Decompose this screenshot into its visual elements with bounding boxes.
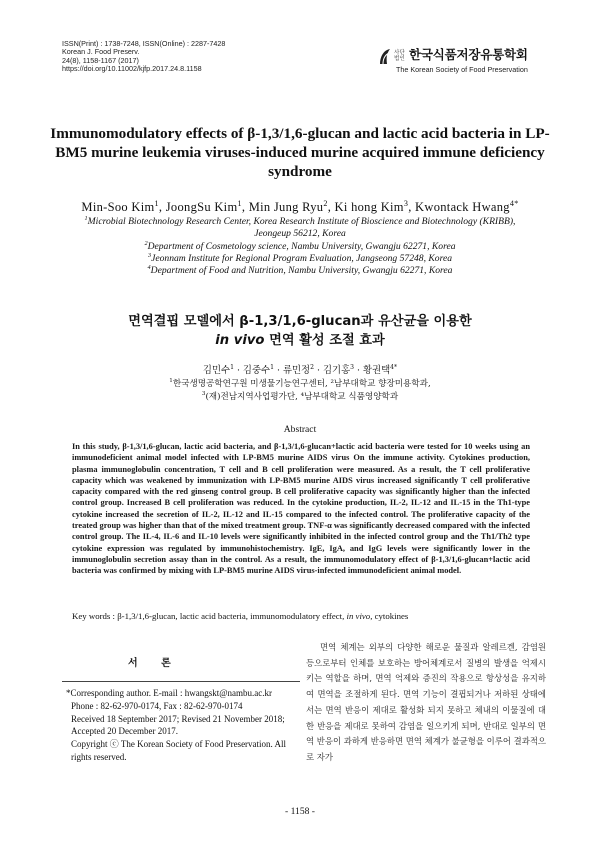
keywords-text: β-1,3/1,6-glucan, lactic acid bacteria, immunomodulatory effect, bbox=[117, 611, 347, 621]
korean-title-line2: in vivo 면역 활성 조절 효과 bbox=[215, 333, 385, 348]
korean-author: 류민정$^2$ bbox=[282, 363, 314, 376]
issn-line: ISSN(Print) : 1738-7248, ISSN(Online) : 2287-7428 bbox=[62, 39, 226, 48]
author: Min Jung Ryu$^2$ bbox=[248, 198, 328, 214]
abstract-body: In this study, β-1,3/1,6-glucan, lactic acid bacteria, and β-1,3/1,6-glucan+lactic acid bacteria were tested for 10 weeks using an immunodeficient animal model infected with LP-BM5 murine AIDS virus On the immune activity. Cytokines production, plasma immunoglobulin concentration, T cell and B cell proliferation were measured. As a result, the T cell proliferative capacity which was weakened by immunization with LP-BM5 murine AIDS virus increased significantly T cell proliferative capacity compared with the red ginseng control group. B cell proliferative capacity was significantly higher than the infected control group. Increased B cell proliferation was reduced. In the cytokine production, IL-2, IL-12 and IL-15 in the Th1-type cytokine increased the secretion of IL-2, IL-12 and IL-15 compared to the infected control. The proliferative capacity of the treated group was higher than that of the mixed treatment group. TNF-α was significantly decreased compared with the infected control group. The IL-4, IL-6 and IL-10 levels were significantly inhibited in the infected control group and the Th1/Th2 type cytokine expression was regulated by immunohistochemistry. IgE, IgA, and IgG levels were significantly lower in the immunoglobulin secretion assay than in the control. As a result, the immunomodulatory effect of β-1,3/1,6-glucan+lactic acid bacteria was confirmed by mixing with LP-BM5 murine AIDS virus-infected immunodeficient animal model. bbox=[72, 442, 530, 576]
korean-author-list: 김민수$^1$ · 김중수$^1$ · 류민정$^2$ · 김기홍$^3$ · 황권택$^{4*}$ bbox=[202, 363, 398, 376]
korean-title-line1: 면역결핍 모델에서 β-1,3/1,6-glucan과 유산균을 이용한 bbox=[128, 314, 472, 329]
society-name-en: The Korean Society of Food Preservation bbox=[396, 65, 528, 74]
author: Ki hong Kim$^3$ bbox=[334, 198, 409, 214]
contact-phone: Phone : 82-62-970-0174, Fax : 82-62-970-0174 bbox=[71, 700, 243, 711]
keywords-em: in vivo bbox=[346, 611, 371, 621]
section-heading: 서 론 bbox=[128, 658, 181, 669]
journal-header bbox=[62, 40, 225, 74]
affiliation: $^1$Microbial Biotechnology Research Center, Korea Research Institute of Bioscience and Biotechnology (KRIBB), bbox=[84, 214, 516, 227]
korean-author: 김기홍$^3$ bbox=[322, 363, 355, 376]
copyright: Copyright ⓒ The Korean Society of Food Preservation. All rights reserved. bbox=[71, 739, 287, 762]
author: Kwontack Hwang$^{4*}$ bbox=[415, 198, 519, 214]
introduction-text: 면역 체계는 외부의 다양한 해로운 물질과 알레르겐, 감염원 등으로부터 인체를 보호하는 방어체계로서 질병의 발생을 억제시키는 역할을 하며, 면역 억제와 증진의 작용으로 항상성을 유지하여 면역을 조절하게 된다. 면역 기능이 결핍되거나 저하된 상태에서는 면역 반응이 제대로 활성화 되지 못하고 체내의 이물질에 대한 반응을 제대로 못하여 감염을 일으키게 되며, 반대로 일부의 면역 반응이 과하게 반응하면 면역 체계가 불균형을 이루어 결과적으로 자가 bbox=[306, 642, 546, 762]
society-prefix: 사단 법인 bbox=[394, 50, 405, 62]
corresponding-author: *Corresponding author. E-mail : hwangskt@nambu.ac.kr bbox=[66, 688, 272, 698]
korean-affiliations bbox=[90, 378, 510, 403]
keywords-label: Key words bbox=[72, 611, 111, 621]
korean-author: 김민수$^1$ bbox=[202, 363, 234, 376]
society-logo bbox=[378, 38, 558, 78]
korean-affiliation-line2: $^3$(재)전남지역사업평가단, ⁴남부대학교 식품영양학과 bbox=[201, 390, 399, 402]
accepted-date: Accepted 20 December 2017. bbox=[71, 726, 178, 737]
journal-volume: 24(8), 1158-1167 (2017) bbox=[62, 55, 139, 65]
affiliation: $^3$Jeonnam Institute for Regional Program Evaluation, Jangseong 57248, Korea bbox=[147, 251, 453, 264]
paper-title: Immunomodulatory effects of β-1,3/1,6-glucan and lactic acid bacteria in LP-BM5 murine leukemia viruses-induced murine acquired immune deficiency syndrome bbox=[50, 125, 550, 180]
affiliation: $^2$Department of Cosmetology science, Nambu University, Gwangju 62271, Korea bbox=[144, 239, 456, 252]
author: Min-Soo Kim$^1$ bbox=[81, 198, 159, 214]
page-number: - 1158 - bbox=[284, 806, 316, 817]
keywords: Key words : β-1,3/1,6-glucan, lactic acid bacteria, immunomodulatory effect, in vivo, cytokines bbox=[72, 611, 409, 621]
affiliation: $^4$Department of Food and Nutrition, Nambu University, Gwangju 62271, Korea bbox=[147, 264, 453, 277]
korean-author: 김중수$^1$ bbox=[242, 363, 274, 376]
affiliation-cont: Jeongeup 56212, Korea bbox=[254, 228, 346, 240]
doi-link[interactable]: https://doi.org/10.11002/kjfp.2017.24.8.1158 bbox=[62, 64, 202, 74]
footnote-divider bbox=[62, 681, 300, 682]
society-name-kr: 한국식품저장유통학회 bbox=[409, 47, 528, 62]
korean-affiliation-line1: $^1$한국생명공학연구원 미생물기능연구센터, ²남부대학교 향장미용학과, bbox=[169, 378, 431, 389]
society-emblem-icon bbox=[378, 48, 392, 66]
abstract-heading: Abstract bbox=[283, 424, 317, 435]
keywords-tail: , cytokines bbox=[370, 611, 409, 621]
affiliation-list bbox=[80, 216, 520, 277]
author-list: Min-Soo Kim$^1$, JoongSu Kim$^1$, Min Jung Ryu$^2$, Ki hong Kim$^3$, Kwontack Hwang$^{4*}$ bbox=[81, 198, 519, 214]
journal-name: Korean J. Food Preserv. bbox=[62, 47, 140, 57]
korean-author: 황권택$^{4*}$ bbox=[362, 363, 398, 376]
korean-title bbox=[40, 312, 560, 350]
received-date: Received 18 September 2017; Revised 21 November 2018; bbox=[71, 713, 285, 724]
author: JoongSu Kim$^1$ bbox=[165, 198, 242, 214]
correspondence-note bbox=[66, 687, 298, 764]
